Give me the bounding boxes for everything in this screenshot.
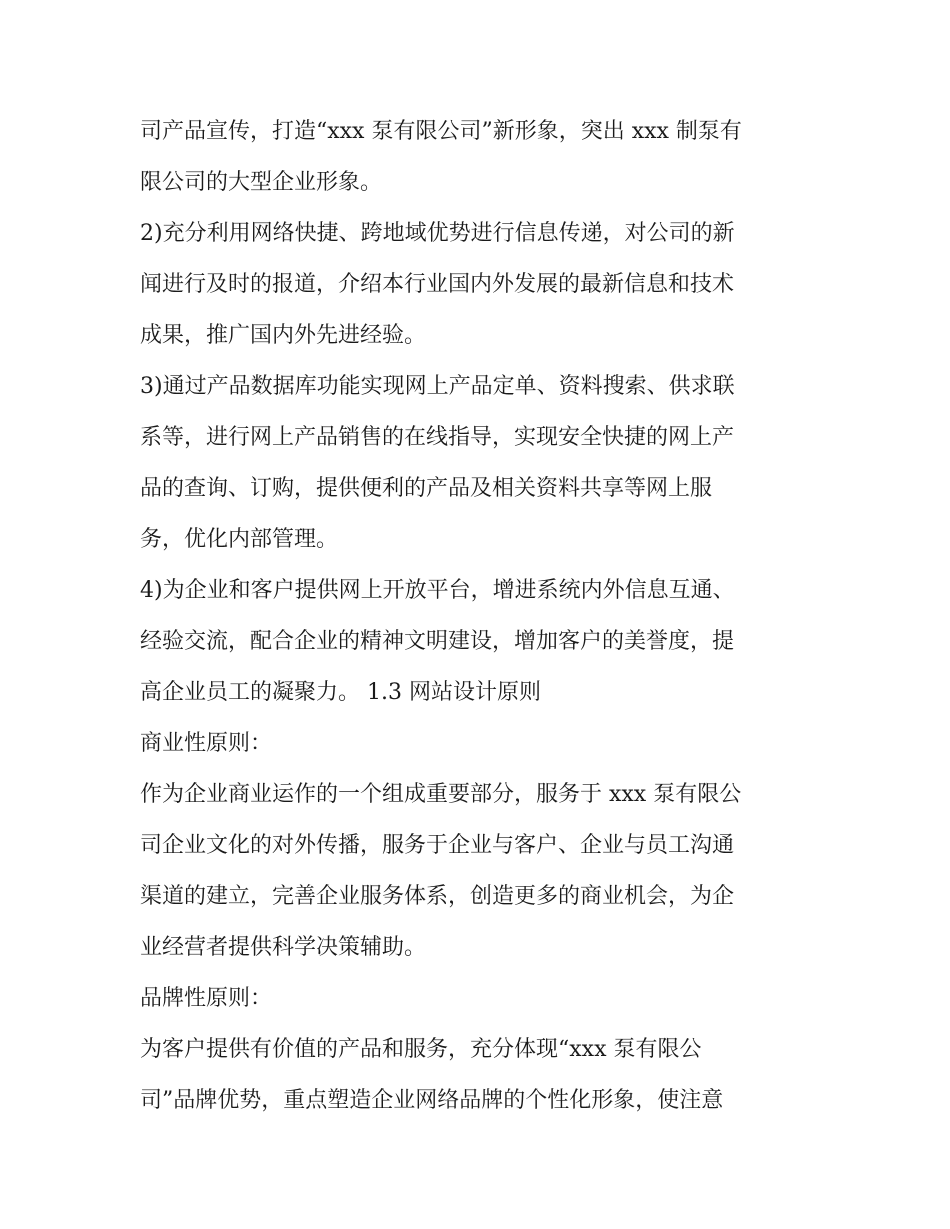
text-line: 渠道的建立，完善企业服务体系，创造更多的商业机会，为企 [140,884,735,909]
text-line: 业经营者提供科学决策辅助。 [140,935,427,960]
section-heading-line: 高企业员工的凝聚力。 1.3 网站设计原则 [140,680,541,705]
text-line: 为客户提供有价值的产品和服务，充分体现“xxx 泵有限公 [140,1037,702,1062]
text-line: 作为企业商业运作的一个组成重要部分，服务于 xxx 泵有限公 [140,782,742,807]
text-line: 司企业文化的对外传播，服务于企业与客户、企业与员工沟通 [140,833,735,858]
text-line: 4)为企业和客户提供网上开放平台，增进系统内外信息互通、 [140,578,735,603]
text-line: 务，优化内部管理。 [140,527,339,552]
subheading-brand-principle: 品牌性原则： [140,986,273,1011]
text-line: 3)通过产品数据库功能实现网上产品定单、资料搜索、供求联 [140,374,735,399]
document-body [140,106,830,1126]
text-line: 限公司的大型企业形象。 [140,170,383,195]
text-line: 司”品牌优势，重点塑造企业网络品牌的个性化形象，使注意 [140,1088,724,1113]
text-line: 成果，推广国内外先进经验。 [140,323,427,348]
text-line: 品的查询、订购，提供便利的产品及相关资料共享等网上服 [140,476,713,501]
text-line: 经验交流，配合企业的精神文明建设，增加客户的美誉度，提 [140,629,735,654]
text-line: 2)充分利用网络快捷、跨地域优势进行信息传递，对公司的新 [140,221,735,246]
text-line: 系等，进行网上产品销售的在线指导，实现安全快捷的网上产 [140,425,735,450]
text-line: 司产品宣传，打造“xxx 泵有限公司”新形象，突出 xxx 制泵有 [140,119,742,144]
text-line: 闻进行及时的报道，介绍本行业国内外发展的最新信息和技术 [140,272,735,297]
subheading-commercial-principle: 商业性原则： [140,731,273,756]
